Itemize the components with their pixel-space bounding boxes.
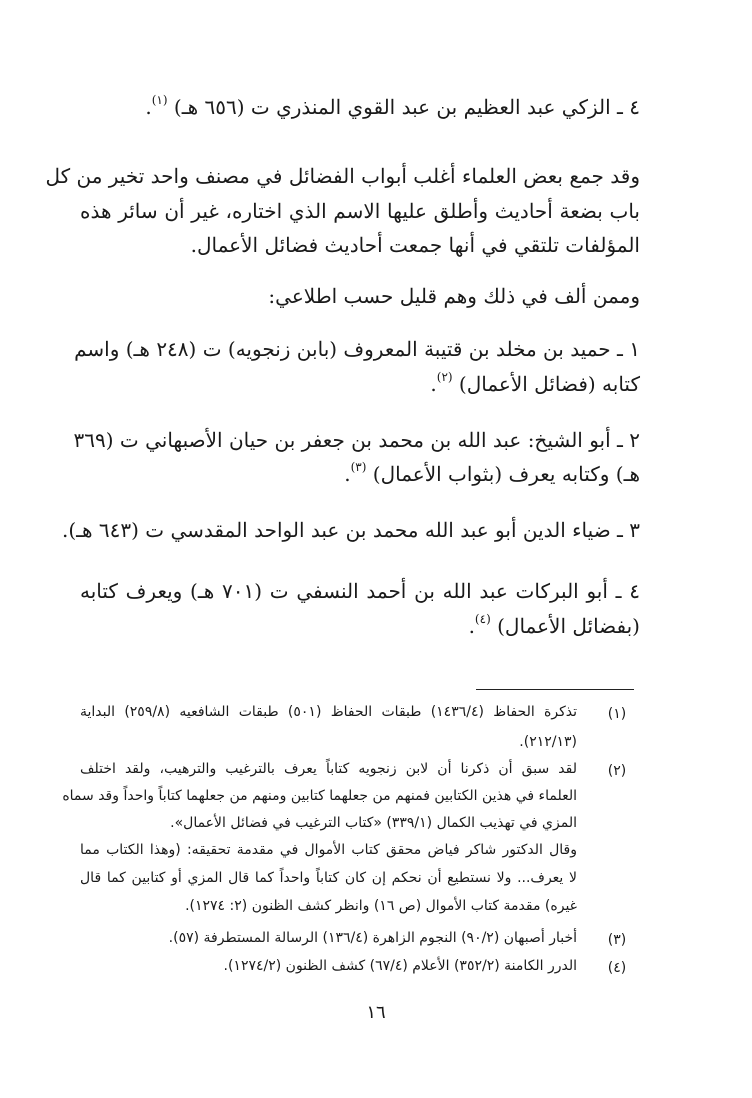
- footnote-number: (٤): [607, 960, 627, 976]
- paragraph-text: وقد جمع بعض العلماء أغلب أبواب الفضائل في مصنف واحد تخير من كل: [45, 164, 640, 188]
- text-line: [80, 95, 640, 119]
- paragraph-text: ٤ ـ أبو البركات عبد الله بن أحمد النسفي ت (٧٠١ هـ) ويعرف كتابه: [80, 579, 640, 603]
- paragraph-text: ٢ ـ أبو الشيخ: عبد الله بن محمد بن جعفر بن حيان الأصبهاني ت (٣٦٩: [73, 428, 640, 452]
- footnote-ref: (١): [151, 93, 168, 107]
- footnote-line: (٢١٢/١٣).: [519, 734, 577, 750]
- paragraph-text: ١ ـ حميد بن مخلد بن قتيبة المعروف (بابن زنجويه) ت (٢٤٨ هـ) واسم: [74, 337, 640, 361]
- paragraph-text: ٣ ـ ضياء الدين أبو عبد الله محمد بن عبد الواحد المقدسي ت (٦٤٣ هـ).: [61, 518, 640, 542]
- line-tail: .: [344, 462, 351, 486]
- page-number: ١٦: [366, 1002, 386, 1023]
- paragraph-text: وممن ألف في ذلك وهم قليل حسب اطلاعي:: [268, 284, 640, 308]
- line-tail: .: [145, 95, 152, 119]
- text-line: [80, 284, 640, 308]
- footnote-line: الدرر الكامنة (٣٥٢/٢) الأعلام (٦٧/٤) كشف الظنون (١٢٧٤/٢).: [223, 958, 577, 974]
- text-line: [80, 372, 640, 396]
- footnote-number: (١): [607, 706, 627, 722]
- text-line: [45, 164, 640, 188]
- line-tail: .: [430, 372, 437, 396]
- paragraph-text: هـ) وكتابه يعرف (بثواب الأعمال): [366, 462, 640, 486]
- footnote-line: تذكرة الحفاظ (١٤٣٦/٤) طبقات الحفاظ (٥٠١) طبقات الشافعيه (٢٥٩/٨) البداية: [80, 704, 577, 720]
- text-line: [61, 518, 640, 542]
- text-line: [80, 233, 640, 257]
- text-line: [80, 614, 640, 638]
- footnote-line: لقد سبق أن ذكرنا أن لابن زنجويه كتاباً يعرف بالترغيب والترهيب، ولقد اختلف: [80, 761, 577, 777]
- line-tail: .: [468, 614, 475, 638]
- paragraph-text: باب بضعة أحاديث وأطلق عليها الاسم الذي اختاره، غير أن سائر هذه: [80, 199, 640, 223]
- footnote-ref: (٢): [436, 370, 453, 384]
- paragraph-text: المؤلفات تلتقي في أنها جمعت أحاديث فضائل الأعمال.: [190, 233, 640, 257]
- footnote-line: المزي في تهذيب الكمال (٣٣٩/١) «كتاب الترغيب في فضائل الأعمال».: [170, 815, 577, 831]
- footnote-line: غيره) مقدمة كتاب الأموال (ص ١٦) وانظر كشف الظنون (٢: ١٢٧٤).: [185, 898, 577, 914]
- text-line: [80, 199, 640, 223]
- text-line: [74, 337, 640, 361]
- footnote-ref: (٣): [350, 460, 367, 474]
- text-line: [80, 579, 640, 603]
- footnote-line: لا يعرف... ولا نستطيع أن نحكم إن كان كتاباً واحداً كما قال المزي أو كتابين كما قال: [80, 870, 577, 886]
- footnote-number: (٢): [607, 763, 627, 779]
- footnote-line: أخبار أصبهان (٩٠/٢) النجوم الزاهرة (١٣٦/٤) الرسالة المستطرفة (٥٧).: [168, 930, 577, 946]
- text-line: [73, 428, 640, 452]
- footnote-separator: [476, 689, 634, 690]
- paragraph-text: ٤ ـ الزكي عبد العظيم بن عبد القوي المنذري ت (٦٥٦ هـ): [167, 95, 640, 119]
- footnote-number: (٣): [607, 932, 627, 948]
- paragraph-text: كتابه (فضائل الأعمال): [452, 372, 640, 396]
- footnote-line: العلماء في هذين الكتابين فمنهم من جعلهما كتابين ومنهم من جعلهما كتاباً واحداً وقد سماه: [62, 788, 577, 804]
- paragraph-text: (بفضائل الأعمال): [490, 614, 640, 638]
- text-line: [80, 462, 640, 486]
- footnote-ref: (٤): [474, 612, 491, 626]
- footnote-line: وقال الدكتور شاكر فياض محقق كتاب الأموال في مقدمة تحقيقه: (وهذا الكتاب مما: [80, 842, 577, 858]
